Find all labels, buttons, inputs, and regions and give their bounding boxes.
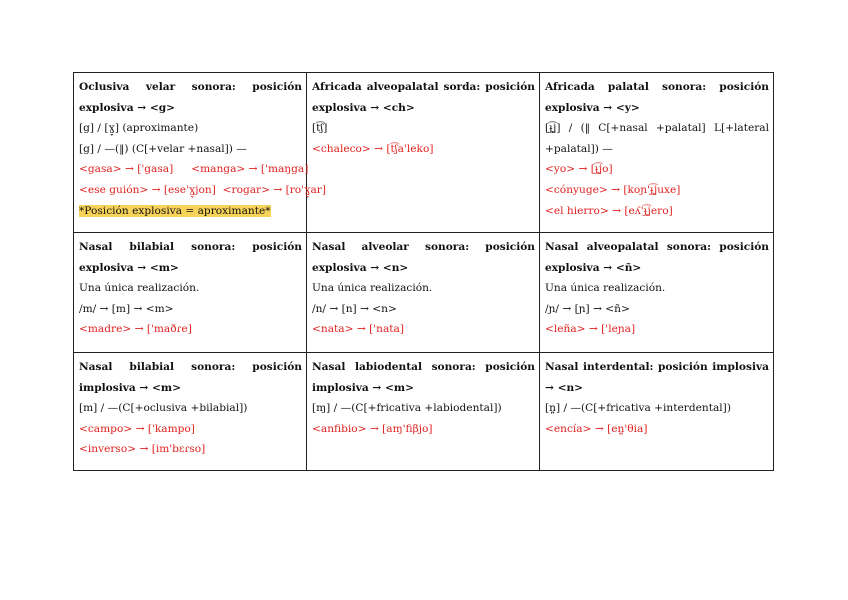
cell-title: Oclusiva velar sonora: posición explosiva → <g> — [79, 81, 302, 114]
cell-title: Nasal bilabial sonora: posición explosiva → <m> — [79, 241, 302, 274]
example: <leña> → ['leɲa] — [545, 323, 636, 336]
cell-line: Una única realización. — [545, 282, 666, 295]
table-row — [74, 73, 774, 233]
cell-line: /n/ → [n] → <n> — [312, 302, 397, 315]
highlighted-note: *Posición explosiva = aproximante* — [79, 204, 271, 217]
example: <inverso> → [im'bɛɾso] — [79, 443, 206, 456]
cell-labiodental — [307, 353, 540, 471]
cell-title: Nasal alveopalatal sonora: posición explosiva → <ñ> — [545, 241, 769, 274]
cell-title: Africada palatal sonora: posición explosiva → <y> — [545, 81, 769, 114]
cell-title: Nasal interdental: posición implosiva → <n> — [545, 361, 769, 394]
example: <gasa> → ['gasa] — [79, 163, 174, 176]
example: <chaleco> → [t͡ʃa'leko] — [312, 142, 434, 155]
cell-m-explosiva — [74, 233, 307, 353]
cell-line: /ɲ/ → [ɲ] → <ñ> — [545, 302, 630, 315]
example-row — [79, 180, 326, 201]
example: <campo> → ['kampo] — [79, 422, 195, 435]
cell-line: /m/ → [m] → <m> — [79, 302, 174, 315]
cell-line: [g] / —(‖) (C[+velar +nasal]) — — [79, 142, 247, 155]
example: <rogar> → [ro'ɣ̞ar] — [222, 183, 326, 196]
cell-line: [t͡ʃ] — [312, 122, 328, 135]
cell-n-explosiva — [307, 233, 540, 353]
example: <el hierro> → [eʎ'ɟ͡ʝero] — [545, 204, 673, 217]
example: <nata> → ['nata] — [312, 323, 404, 336]
cell-line: [m] / —(C[+oclusiva +bilabial]) — [79, 402, 248, 415]
example: <encía> → [en̪'θia] — [545, 422, 648, 435]
cell-nn-explosiva — [540, 233, 774, 353]
cell-interdental — [540, 353, 774, 471]
example: <anfibio> → [aɱ'fiβjo] — [312, 422, 433, 435]
table-row — [74, 233, 774, 353]
example-row — [79, 159, 309, 180]
phonetics-table — [73, 72, 774, 471]
cell-line: [ɟ͡ʝ] / (‖ C[+nasal +palatal] L[+lateral +palatal]) — — [545, 122, 769, 155]
cell-line: Una única realización. — [312, 282, 433, 295]
cell-line: Una única realización. — [79, 282, 200, 295]
cell-y — [540, 73, 774, 233]
cell-title: Africada alveopalatal sorda: posición explosiva → <ch> — [312, 81, 535, 114]
cell-line: [g] / [ɣ̞] (aproximante) — [79, 122, 199, 135]
cell-ch — [307, 73, 540, 233]
cell-m-implosiva — [74, 353, 307, 471]
example: <yo> → [ɟ͡ʝo] — [545, 163, 613, 176]
example: <ese guión> → [ese'ɣ̞jon] — [79, 183, 216, 196]
example: <manga> → ['maŋga] — [191, 163, 309, 176]
cell-title: Nasal labiodental sonora: posición implosiva → <m> — [312, 361, 535, 394]
cell-title: Nasal alveolar sonora: posición explosiva → <n> — [312, 241, 535, 274]
cell-line: [n̪] / —(C[+fricativa +interdental]) — [545, 402, 731, 415]
cell-line: [ɱ] / —(C[+fricativa +labiodental]) — [312, 402, 502, 415]
example: <cónyuge> → [koɲ'ɟ͡ʝuxe] — [545, 183, 681, 196]
table-row — [74, 353, 774, 471]
cell-title: Nasal bilabial sonora: posición implosiva → <m> — [79, 361, 302, 394]
example: <madre> → ['maðɾe] — [79, 323, 192, 336]
